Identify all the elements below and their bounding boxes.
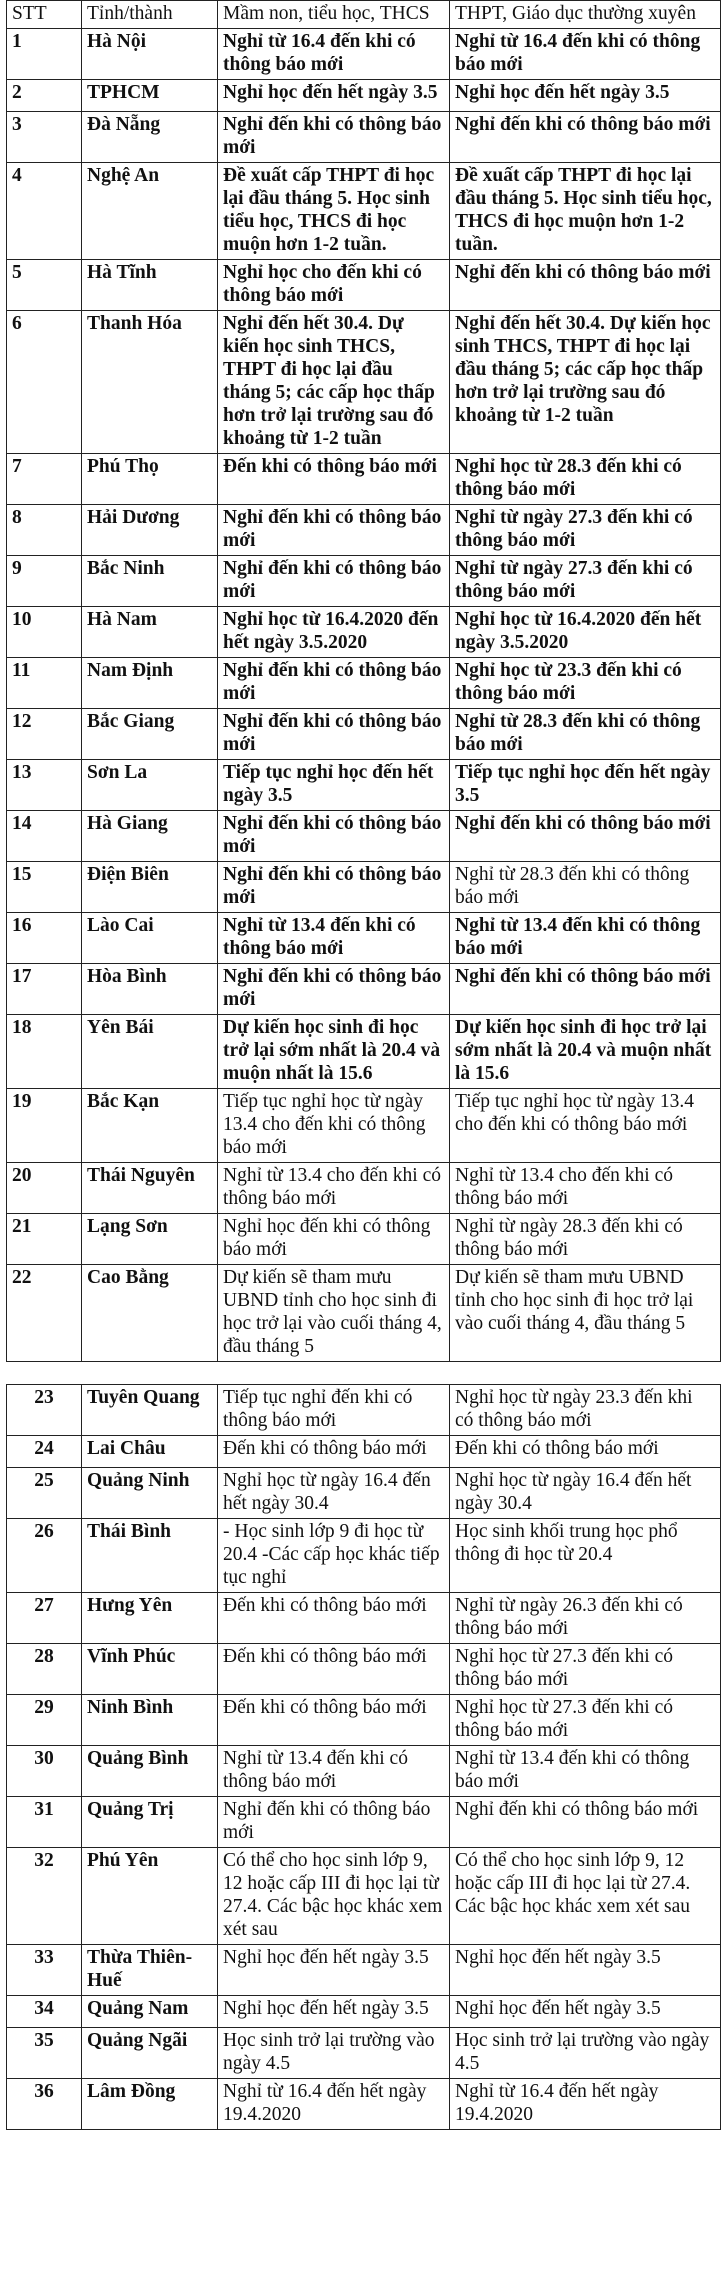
province-cell: Cao Bằng — [82, 1265, 218, 1362]
row-number: 15 — [7, 862, 82, 913]
province-cell: Hòa Bình — [82, 964, 218, 1015]
primary-schedule-cell: - Học sinh lớp 9 đi học từ 20.4 -Các cấp học khác tiếp tục nghỉ — [218, 1519, 450, 1593]
province-cell: Điện Biên — [82, 862, 218, 913]
row-number: 1 — [7, 29, 82, 80]
province-cell: Lai Châu — [82, 1436, 218, 1468]
province-cell: Quảng Trị — [82, 1797, 218, 1848]
row-number: 36 — [7, 2079, 82, 2130]
primary-schedule-cell: Nghỉ từ 16.4 đến hết ngày 19.4.2020 — [218, 2079, 450, 2130]
table-row — [7, 311, 721, 454]
row-number: 31 — [7, 1797, 82, 1848]
row-number: 27 — [7, 1593, 82, 1644]
primary-schedule-cell: Nghỉ đến khi có thông báo mới — [218, 811, 450, 862]
secondary-schedule-cell: Nghỉ học từ 27.3 đến khi có thông báo mới — [450, 1644, 721, 1695]
primary-schedule-cell: Nghỉ học đến khi có thông báo mới — [218, 1214, 450, 1265]
secondary-schedule-cell: Nghỉ từ 13.4 đến khi có thông báo mới — [450, 1746, 721, 1797]
row-number: 33 — [7, 1945, 82, 1996]
row-number: 28 — [7, 1644, 82, 1695]
header-province: Tỉnh/thành — [82, 1, 218, 29]
province-cell: Lạng Sơn — [82, 1214, 218, 1265]
closure-table-part2 — [6, 1384, 721, 2130]
province-cell: Bắc Kạn — [82, 1089, 218, 1163]
table-row — [7, 1015, 721, 1089]
row-number: 19 — [7, 1089, 82, 1163]
secondary-schedule-cell: Dự kiến sẽ tham mưu UBND tỉnh cho học sinh đi học trở lại vào cuối tháng 4, đầu tháng 5 — [450, 1265, 721, 1362]
table-body-part2 — [7, 1385, 721, 2130]
province-cell: Ninh Bình — [82, 1695, 218, 1746]
secondary-schedule-cell: Nghỉ học đến hết ngày 3.5 — [450, 1945, 721, 1996]
secondary-schedule-cell: Nghỉ học từ ngày 16.4 đến hết ngày 30.4 — [450, 1468, 721, 1519]
table-row — [7, 913, 721, 964]
primary-schedule-cell: Nghỉ từ 13.4 cho đến khi có thông báo mới — [218, 1163, 450, 1214]
secondary-schedule-cell: Nghỉ từ ngày 28.3 đến khi có thông báo mới — [450, 1214, 721, 1265]
primary-schedule-cell: Nghỉ học đến hết ngày 3.5 — [218, 80, 450, 112]
primary-schedule-cell: Đến khi có thông báo mới — [218, 454, 450, 505]
table-row — [7, 1436, 721, 1468]
table-row — [7, 2028, 721, 2079]
province-cell: Lào Cai — [82, 913, 218, 964]
row-number: 17 — [7, 964, 82, 1015]
secondary-schedule-cell: Dự kiến học sinh đi học trở lại sớm nhất là 20.4 và muộn nhất là 15.6 — [450, 1015, 721, 1089]
province-cell: Tuyên Quang — [82, 1385, 218, 1436]
province-cell: Quảng Ngãi — [82, 2028, 218, 2079]
province-cell: Quảng Ninh — [82, 1468, 218, 1519]
table-row — [7, 556, 721, 607]
table-row — [7, 1214, 721, 1265]
primary-schedule-cell: Nghỉ học đến hết ngày 3.5 — [218, 1945, 450, 1996]
province-cell: Quảng Nam — [82, 1996, 218, 2028]
table-row — [7, 454, 721, 505]
secondary-schedule-cell: Nghỉ đến khi có thông báo mới — [450, 964, 721, 1015]
secondary-schedule-cell: Có thể cho học sinh lớp 9, 12 hoặc cấp III đi học lại từ 27.4. Các bậc học khác xem xét sau — [450, 1848, 721, 1945]
primary-schedule-cell: Dự kiến sẽ tham mưu UBND tỉnh cho học sinh đi học trở lại vào cuối tháng 4, đầu tháng 5 — [218, 1265, 450, 1362]
row-number: 24 — [7, 1436, 82, 1468]
table-row — [7, 29, 721, 80]
table-row — [7, 1848, 721, 1945]
secondary-schedule-cell: Học sinh khối trung học phổ thông đi học từ 20.4 — [450, 1519, 721, 1593]
secondary-schedule-cell: Tiếp tục nghỉ học đến hết ngày 3.5 — [450, 760, 721, 811]
province-cell: Phú Thọ — [82, 454, 218, 505]
row-number: 7 — [7, 454, 82, 505]
province-cell: Phú Yên — [82, 1848, 218, 1945]
primary-schedule-cell: Tiếp tục nghỉ đến khi có thông báo mới — [218, 1385, 450, 1436]
table-row — [7, 1519, 721, 1593]
row-number: 32 — [7, 1848, 82, 1945]
secondary-schedule-cell: Nghỉ từ 13.4 cho đến khi có thông báo mới — [450, 1163, 721, 1214]
row-number: 20 — [7, 1163, 82, 1214]
row-number: 14 — [7, 811, 82, 862]
table-row — [7, 1746, 721, 1797]
province-cell: TPHCM — [82, 80, 218, 112]
primary-schedule-cell: Nghỉ học cho đến khi có thông báo mới — [218, 260, 450, 311]
secondary-schedule-cell: Nghỉ từ 16.4 đến hết ngày 19.4.2020 — [450, 2079, 721, 2130]
primary-schedule-cell: Nghỉ từ 13.4 đến khi có thông báo mới — [218, 913, 450, 964]
province-cell: Vĩnh Phúc — [82, 1644, 218, 1695]
secondary-schedule-cell: Nghỉ học từ 28.3 đến khi có thông báo mới — [450, 454, 721, 505]
page-break — [6, 1362, 720, 1384]
row-number: 16 — [7, 913, 82, 964]
province-cell: Nghệ An — [82, 163, 218, 260]
row-number: 3 — [7, 112, 82, 163]
row-number: 6 — [7, 311, 82, 454]
table-row — [7, 1996, 721, 2028]
primary-schedule-cell: Nghỉ đến khi có thông báo mới — [218, 505, 450, 556]
row-number: 12 — [7, 709, 82, 760]
table-row — [7, 1593, 721, 1644]
row-number: 30 — [7, 1746, 82, 1797]
province-cell: Bắc Giang — [82, 709, 218, 760]
table-row — [7, 760, 721, 811]
row-number: 10 — [7, 607, 82, 658]
province-cell: Thái Nguyên — [82, 1163, 218, 1214]
table-row — [7, 1797, 721, 1848]
secondary-schedule-cell: Nghỉ đến khi có thông báo mới — [450, 112, 721, 163]
table-row — [7, 1695, 721, 1746]
secondary-schedule-cell: Nghỉ học từ 23.3 đến khi có thông báo mới — [450, 658, 721, 709]
table-body-part1 — [7, 29, 721, 1362]
primary-schedule-cell: Nghỉ đến hết 30.4. Dự kiến học sinh THCS, THPT đi học lại đầu tháng 5; các cấp học thấp hơn trở lại trường sau đó khoảng từ 1-2 tuần — [218, 311, 450, 454]
secondary-schedule-cell: Nghỉ từ ngày 27.3 đến khi có thông báo mới — [450, 556, 721, 607]
primary-schedule-cell: Nghỉ đến khi có thông báo mới — [218, 709, 450, 760]
secondary-schedule-cell: Nghỉ từ 16.4 đến khi có thông báo mới — [450, 29, 721, 80]
closure-table-part1 — [6, 0, 721, 1362]
province-cell: Hà Nam — [82, 607, 218, 658]
row-number: 34 — [7, 1996, 82, 2028]
table-row — [7, 112, 721, 163]
province-cell: Đà Nẵng — [82, 112, 218, 163]
primary-schedule-cell: Nghỉ học từ ngày 16.4 đến hết ngày 30.4 — [218, 1468, 450, 1519]
secondary-schedule-cell: Nghỉ học từ 16.4.2020 đến hết ngày 3.5.2020 — [450, 607, 721, 658]
table-row — [7, 1265, 721, 1362]
primary-schedule-cell: Nghỉ đến khi có thông báo mới — [218, 862, 450, 913]
primary-schedule-cell: Đến khi có thông báo mới — [218, 1695, 450, 1746]
table-row — [7, 80, 721, 112]
table-row — [7, 1089, 721, 1163]
table-row — [7, 163, 721, 260]
table-row — [7, 1945, 721, 1996]
primary-schedule-cell: Tiếp tục nghỉ học đến hết ngày 3.5 — [218, 760, 450, 811]
secondary-schedule-cell: Nghỉ từ ngày 26.3 đến khi có thông báo mới — [450, 1593, 721, 1644]
row-number: 26 — [7, 1519, 82, 1593]
province-cell: Lâm Đồng — [82, 2079, 218, 2130]
row-number: 5 — [7, 260, 82, 311]
province-cell: Hà Tĩnh — [82, 260, 218, 311]
primary-schedule-cell: Nghỉ đến khi có thông báo mới — [218, 658, 450, 709]
row-number: 9 — [7, 556, 82, 607]
row-number: 8 — [7, 505, 82, 556]
secondary-schedule-cell: Nghỉ học từ 27.3 đến khi có thông báo mới — [450, 1695, 721, 1746]
row-number: 35 — [7, 2028, 82, 2079]
row-number: 4 — [7, 163, 82, 260]
province-cell: Hà Giang — [82, 811, 218, 862]
province-cell: Hà Nội — [82, 29, 218, 80]
primary-schedule-cell: Nghỉ đến khi có thông báo mới — [218, 964, 450, 1015]
secondary-schedule-cell: Nghỉ từ 28.3 đến khi có thông báo mới — [450, 862, 721, 913]
province-cell: Thanh Hóa — [82, 311, 218, 454]
row-number: 23 — [7, 1385, 82, 1436]
secondary-schedule-cell: Nghỉ từ 13.4 đến khi có thông báo mới — [450, 913, 721, 964]
province-cell: Quảng Bình — [82, 1746, 218, 1797]
row-number: 18 — [7, 1015, 82, 1089]
province-cell: Sơn La — [82, 760, 218, 811]
table-row — [7, 658, 721, 709]
primary-schedule-cell: Nghỉ từ 16.4 đến khi có thông báo mới — [218, 29, 450, 80]
secondary-schedule-cell: Tiếp tục nghỉ học từ ngày 13.4 cho đến khi có thông báo mới — [450, 1089, 721, 1163]
table-row — [7, 862, 721, 913]
primary-schedule-cell: Nghỉ đến khi có thông báo mới — [218, 556, 450, 607]
secondary-schedule-cell: Nghỉ đến khi có thông báo mới — [450, 1797, 721, 1848]
row-number: 25 — [7, 1468, 82, 1519]
table-row — [7, 505, 721, 556]
header-row — [7, 1, 721, 29]
primary-schedule-cell: Nghỉ từ 13.4 đến khi có thông báo mới — [218, 1746, 450, 1797]
primary-schedule-cell: Đến khi có thông báo mới — [218, 1593, 450, 1644]
secondary-schedule-cell: Đến khi có thông báo mới — [450, 1436, 721, 1468]
table-row — [7, 1644, 721, 1695]
primary-schedule-cell: Nghỉ đến khi có thông báo mới — [218, 1797, 450, 1848]
table-row — [7, 964, 721, 1015]
primary-schedule-cell: Học sinh trở lại trường vào ngày 4.5 — [218, 2028, 450, 2079]
school-closure-document — [6, 0, 720, 2130]
row-number: 13 — [7, 760, 82, 811]
primary-schedule-cell: Dự kiến học sinh đi học trở lại sớm nhất là 20.4 và muộn nhất là 15.6 — [218, 1015, 450, 1089]
primary-schedule-cell: Nghỉ học đến hết ngày 3.5 — [218, 1996, 450, 2028]
province-cell: Nam Định — [82, 658, 218, 709]
primary-schedule-cell: Đề xuất cấp THPT đi học lại đầu tháng 5. Học sinh tiểu học, THCS đi học muộn hơn 1-2 tuần. — [218, 163, 450, 260]
table-row — [7, 260, 721, 311]
header-secondary: THPT, Giáo dục thường xuyên — [450, 1, 721, 29]
secondary-schedule-cell: Đề xuất cấp THPT đi học lại đầu tháng 5. Học sinh tiểu học, THCS đi học muộn hơn 1-2 tuần. — [450, 163, 721, 260]
primary-schedule-cell: Đến khi có thông báo mới — [218, 1436, 450, 1468]
secondary-schedule-cell: Nghỉ học đến hết ngày 3.5 — [450, 1996, 721, 2028]
table-row — [7, 709, 721, 760]
primary-schedule-cell: Nghỉ học từ 16.4.2020 đến hết ngày 3.5.2020 — [218, 607, 450, 658]
secondary-schedule-cell: Học sinh trở lại trường vào ngày 4.5 — [450, 2028, 721, 2079]
primary-schedule-cell: Nghỉ đến khi có thông báo mới — [218, 112, 450, 163]
secondary-schedule-cell: Nghỉ từ 28.3 đến khi có thông báo mới — [450, 709, 721, 760]
primary-schedule-cell: Đến khi có thông báo mới — [218, 1644, 450, 1695]
secondary-schedule-cell: Nghỉ đến khi có thông báo mới — [450, 811, 721, 862]
province-cell: Yên Bái — [82, 1015, 218, 1089]
row-number: 21 — [7, 1214, 82, 1265]
province-cell: Thừa Thiên-Huế — [82, 1945, 218, 1996]
secondary-schedule-cell: Nghỉ học đến hết ngày 3.5 — [450, 80, 721, 112]
secondary-schedule-cell: Nghỉ đến khi có thông báo mới — [450, 260, 721, 311]
table-row — [7, 2079, 721, 2130]
secondary-schedule-cell: Nghỉ từ ngày 27.3 đến khi có thông báo mới — [450, 505, 721, 556]
row-number: 11 — [7, 658, 82, 709]
row-number: 29 — [7, 1695, 82, 1746]
row-number: 22 — [7, 1265, 82, 1362]
header-stt: STT — [7, 1, 82, 29]
province-cell: Hải Dương — [82, 505, 218, 556]
table-row — [7, 811, 721, 862]
primary-schedule-cell: Tiếp tục nghỉ học từ ngày 13.4 cho đến khi có thông báo mới — [218, 1089, 450, 1163]
header-primary: Mầm non, tiểu học, THCS — [218, 1, 450, 29]
province-cell: Bắc Ninh — [82, 556, 218, 607]
row-number: 2 — [7, 80, 82, 112]
secondary-schedule-cell: Nghỉ học từ ngày 23.3 đến khi có thông báo mới — [450, 1385, 721, 1436]
table-row — [7, 607, 721, 658]
table-row — [7, 1468, 721, 1519]
province-cell: Hưng Yên — [82, 1593, 218, 1644]
province-cell: Thái Bình — [82, 1519, 218, 1593]
table-row — [7, 1385, 721, 1436]
primary-schedule-cell: Có thể cho học sinh lớp 9, 12 hoặc cấp III đi học lại từ 27.4. Các bậc học khác xem xét sau — [218, 1848, 450, 1945]
secondary-schedule-cell: Nghỉ đến hết 30.4. Dự kiến học sinh THCS, THPT đi học lại đầu tháng 5; các cấp học thấp hơn trở lại trường sau đó khoảng từ 1-2 tuần — [450, 311, 721, 454]
table-row — [7, 1163, 721, 1214]
